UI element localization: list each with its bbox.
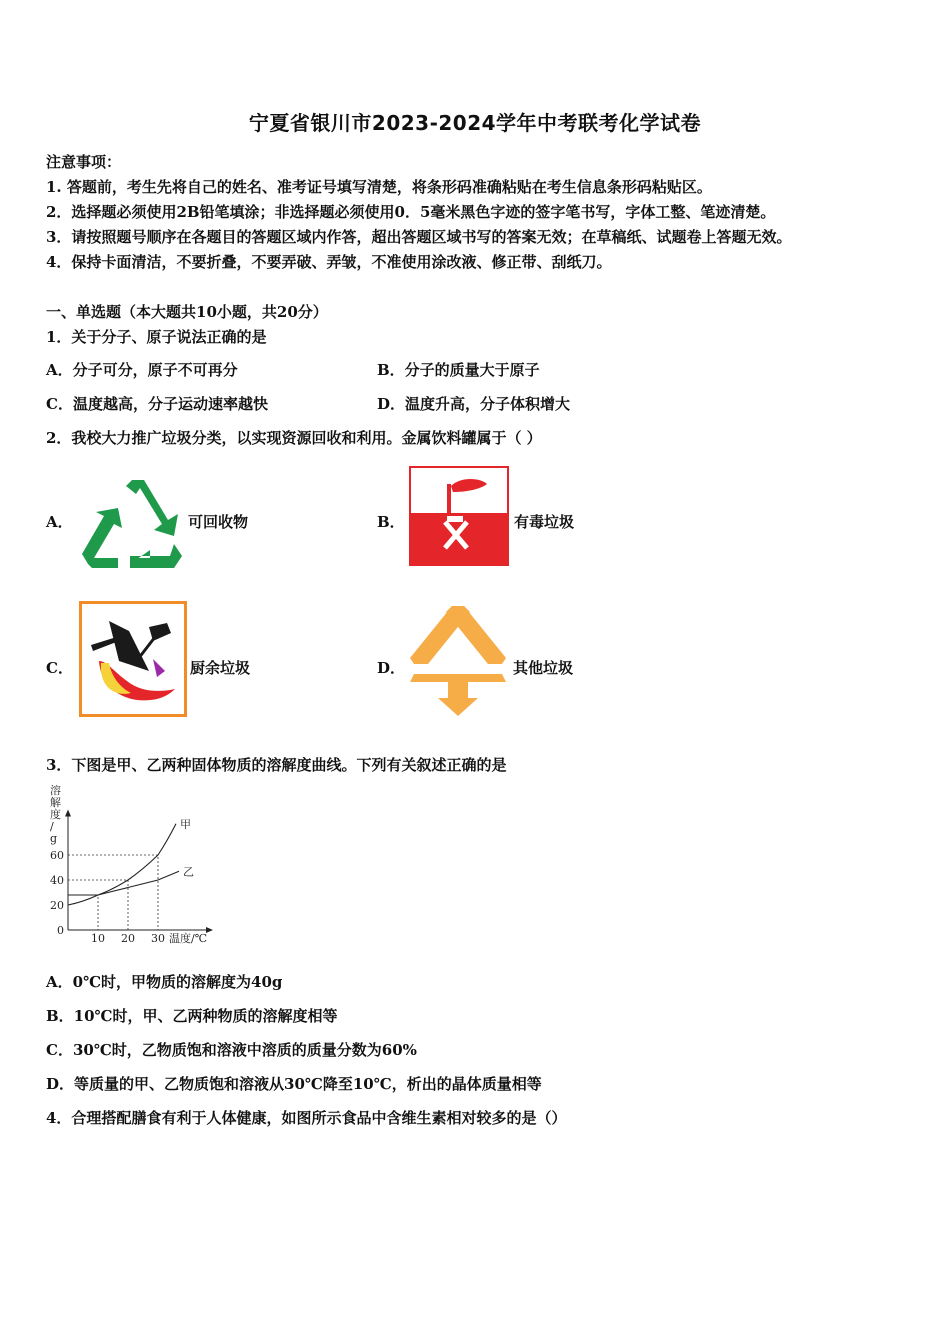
- q1-option-d: D．温度升高，分子体积增大: [377, 395, 571, 413]
- series-label: 甲: [180, 817, 191, 831]
- q2-option-a-letter: A．: [46, 513, 73, 531]
- y-tick-label: 0: [57, 924, 64, 937]
- toxic-waste-icon: [409, 466, 509, 566]
- x-tick-label: 30: [151, 932, 165, 944]
- q1-option-b: B．分子的质量大于原子: [377, 361, 540, 379]
- notice-item-3: 3．请按照题号顺序在各题目的答题区域内作答，超出答题区域书写的答案无效；在草稿纸、试题卷上答题无效。: [46, 228, 792, 246]
- q2-option-d-text: 其他垃圾: [513, 659, 574, 677]
- guide-line: [68, 855, 158, 930]
- q2-stem: 2．我校大力推广垃圾分类，以实现资源回收和利用。金属饮料罐属于（ ）: [46, 429, 542, 447]
- q3-stem: 3．下图是甲、乙两种固体物质的溶解度曲线。下列有关叙述正确的是: [46, 756, 507, 774]
- section-heading: 一、单选题（本大题共10小题，共20分）: [46, 303, 328, 321]
- y-tick-label: 60: [50, 849, 64, 862]
- kitchen-waste-icon: [79, 601, 187, 717]
- y-axis-label-char: 度: [50, 808, 61, 821]
- notice-heading: 注意事项：: [46, 153, 122, 171]
- q1-option-c: C．温度越高，分子运动速率越快: [46, 395, 268, 413]
- q1-option-a: A．分子可分，原子不可再分: [46, 361, 238, 379]
- q2-option-d-letter: D．: [377, 659, 406, 677]
- q2-option-c-text: 厨余垃圾: [190, 659, 251, 677]
- notice-item-1: 1. 答题前，考生先将自己的姓名、准考证号填写清楚，将条形码准确粘贴在考生信息条形码粘贴区。: [46, 178, 712, 196]
- page-title: 宁夏省银川市2023-2024学年中考联考化学试卷: [248, 111, 702, 135]
- notice-item-4: 4．保持卡面清洁，不要折叠，不要弄破、弄皱，不准使用涂改液、修正带、刮纸刀。: [46, 253, 612, 271]
- y-axis-label-char: 溶: [50, 784, 61, 797]
- y-tick-label: 40: [50, 874, 64, 887]
- y-axis-label-char: /: [50, 820, 54, 833]
- q3-option-d: D．等质量的甲、乙物质饱和溶液从30℃降至10℃，析出的晶体质量相等: [46, 1075, 542, 1093]
- x-axis-label: 温度/℃: [168, 932, 208, 944]
- solubility-chart: [44, 782, 234, 944]
- y-tick-label: 20: [50, 899, 64, 912]
- x-axis-arrow: [206, 927, 213, 933]
- q4-stem: 4．合理搭配膳食有利于人体健康，如图所示食品中含维生素相对较多的是（）: [46, 1109, 567, 1127]
- y-axis-label-char: 解: [50, 796, 61, 809]
- series-line-jia: [68, 824, 176, 905]
- recycle-icon: [78, 474, 186, 572]
- x-tick-label: 10: [91, 932, 105, 944]
- q2-option-b-letter: B．: [377, 513, 405, 531]
- q2-option-a-text: 可回收物: [188, 513, 249, 531]
- other-waste-icon: [408, 602, 508, 718]
- q3-option-c: C．30℃时，乙物质饱和溶液中溶质的质量分数为60%: [46, 1041, 417, 1059]
- y-axis-label-char: g: [50, 832, 58, 845]
- series-label: 乙: [183, 865, 194, 879]
- q3-option-a: A．0℃时，甲物质的溶解度为40g: [46, 973, 283, 991]
- guide-line: [68, 895, 98, 930]
- x-tick-label: 20: [121, 932, 135, 944]
- notice-item-2: 2．选择题必须使用2B铅笔填涂；非选择题必须使用0．5毫米黑色字迹的签字笔书写，字体工整、笔迹清楚。: [46, 203, 776, 221]
- q1-stem: 1．关于分子、原子说法正确的是: [46, 328, 267, 346]
- q2-option-c-letter: C．: [46, 659, 73, 677]
- q3-option-b: B．10℃时，甲、乙两种物质的溶解度相等: [46, 1007, 338, 1025]
- q2-option-b-text: 有毒垃圾: [514, 513, 575, 531]
- y-axis-arrow: [65, 810, 71, 817]
